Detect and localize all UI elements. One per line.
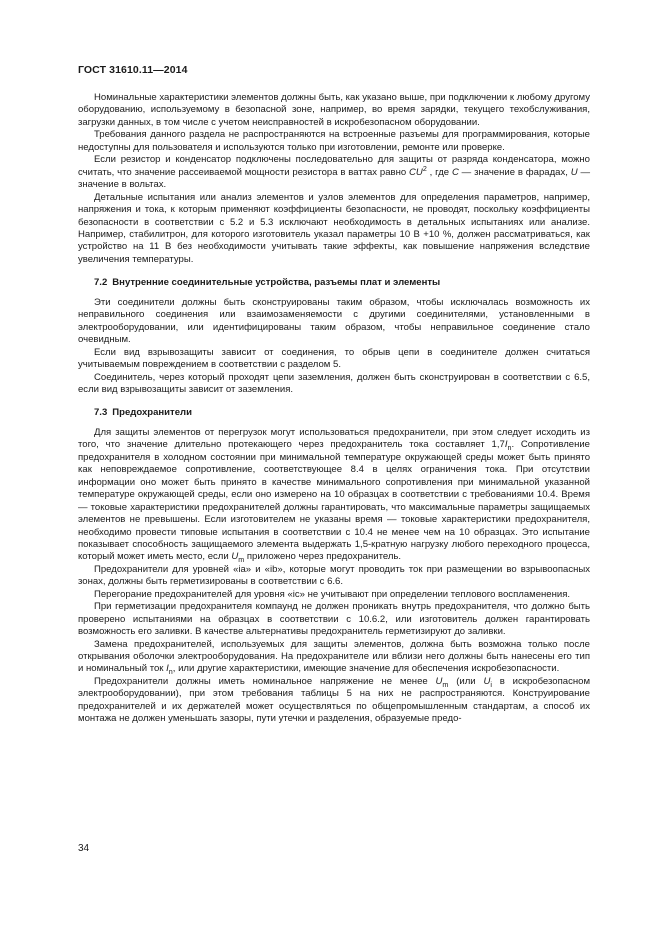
paragraph: Номинальные характеристики элементов должны быть, как указано выше, при подключении к любому другому оборудованию, используемому в безопасной зоне, например, во время зарядки, текущего техобслуживания, загрузки данных, в том числе с учетом неисправностей в искробезопасном оборудовании. [78, 92, 590, 128]
section-title: Внутренние соединительные устройства, разъемы плат и элементы [112, 277, 441, 289]
text-run: Замена предохранителей, используемых для защиты элементов, должна быть возможна только после открывания оболочки электрооборудования. На предохранителе или вблизи него должны быть нанесены его тип и номинальный ток [78, 638, 590, 675]
paragraph: Соединитель, через который проходят цепи заземления, должен быть сконструирован в соответствии с 6.5, если вид взрывозащиты зависит от заземления. [78, 371, 590, 395]
paragraph: Перегорание предохранителей для уровня «ic» не учитывают при определении теплового воспламенения. [94, 588, 571, 600]
page-number: 34 [78, 843, 90, 854]
text-run: в искробезопасном электрооборудовании), при этом требования таблицы 5 на них не распространяются. Конструирование предохранителей и их держателей может осуществляться по общепромышленным стандартам, а способ их монтажа не должен уменьшать зазоры, пути утечки и разделения, образуемые предо- [78, 675, 591, 725]
symbol: U [435, 675, 443, 687]
section-heading-7-3 [94, 407, 590, 419]
section-number: 7.3 [94, 407, 108, 419]
section-title: Предохранители [112, 407, 192, 419]
text-run: — значение в фарадах, [458, 166, 571, 178]
symbol-subscript: i [490, 680, 492, 689]
formula-exponent: 2 [422, 164, 427, 173]
paragraph: При герметизации предохранителя компаунд не должен проникать внутрь предохранителя, что должно быть проверено испытаниями на образцах в соответствии с 10.6.2, или изготовитель должен гарантировать возможность его заливки. В качестве альтернативы предохранитель герметизируют до заливки. [78, 601, 590, 638]
symbol: C [451, 166, 459, 178]
symbol-subscript: m [442, 680, 449, 689]
symbol: U [570, 166, 578, 178]
formula: CU [409, 166, 423, 178]
paragraph: Предохранители для уровней «ia» и «ib», которые могут проводить ток при размещении во взрывоопасных зонах, должны быть герметизированы в соответствии с 6.6. [78, 563, 590, 588]
text-run: . Сопротивление предохранителя в холодном состоянии при минимальной температуре окружающей среды может быть принято как неповреждаемое сопротивление, соответствующее 8.4 в целях ограничения тока. При отсутствии информации оно может быть принято в качестве минимального сопротивления при минимальной указанной температуре окружающей среды, если оно измерено на 10 образцах в соответствии с требованиями 10.4. Время — токовые характеристики предохранителей должны гарантировать, что максимальные параметры защищаемых элементов не превышены. Если изготовителем не указаны время — токовые характеристики предохранителя, необходимо провести типовые испытания в соответствии с 10.4 не менее чем на 10 образцах. Это испытание показывает способность защищаемого элемента выдержать 1,5-кратную нагрузку любого переходного процесса, который может иметь место, если [78, 439, 590, 563]
paragraph: Эти соединители должны быть сконструированы таким образом, чтобы исключалась возможность их неправильного соединения или взаимозаменяемости с другими соединителями, установленными в электрооборудовании, или идентифицированы таким образом, чтобы неправильное соединение стало очевидным. [78, 296, 590, 346]
symbol: U [231, 551, 239, 563]
paragraph [78, 676, 590, 726]
paragraph [78, 639, 590, 676]
text-run: Если резистор и конденсатор подключены последовательно для защиты от разряда конденсатора, можно считать, что значение рассеиваемой мощности резистора в ваттах равно [78, 154, 590, 178]
symbol-subscript: n [507, 444, 512, 453]
text-run: приложено через предохранитель. [244, 551, 402, 563]
paragraph: Детальные испытания или анализ элементов и узлов элементов для определения параметров, например, напряжения и тока, к которым применяют коэффициенты безопасности, не проводят, поскольку коэффициенты безопасности в соответствии с 5.2 и 5.3 исключают необходимость в детальных испытаниях или анализе. Например, стабилитрон, для которого изготовитель указал параметры 10 В +10 %, должен рассматриваться, как устройство на 11 В без необходимости учитывать такие эффекты, как повышение напряжения вследствие увеличения температуры. [78, 191, 590, 265]
section-heading-7-2 [94, 277, 590, 289]
symbol-subscript: n [168, 668, 173, 677]
text-run: , или другие характеристики, имеющие значение для обеспечения искробезопасности. [172, 663, 560, 675]
text-run: Предохранители должны иметь номинальное напряжение не менее [94, 675, 436, 687]
symbol-subscript: m [238, 556, 245, 565]
paragraph [78, 154, 590, 191]
paragraph [78, 427, 590, 564]
paragraph: Если вид взрывозащиты зависит от соединения, то обрыв цепи в соединителе должен считаться учитываемым повреждением в соответствии с разделом 5. [78, 346, 590, 371]
text-run: — значение в вольтах. [78, 166, 591, 191]
symbol: U [483, 675, 491, 687]
document-header: ГОСТ 31610.11—2014 [78, 64, 188, 76]
text-run: (или [448, 675, 484, 687]
page-body [78, 92, 590, 726]
section-number: 7.2 [94, 277, 108, 289]
symbol: I [166, 663, 169, 675]
paragraph: Требования данного раздела не распространяются на встроенные разъемы для программирования, которые недоступны для пользователя и используются только при изготовлении, ремонте или проверке. [78, 129, 590, 153]
text-run: Для защиты элементов от перегрузок могут использоваться предохранители, при этом следует исходить из того, что значение длительно протекающего через предохранитель тока составляет 1,7 [78, 426, 590, 451]
symbol: I [504, 439, 508, 451]
text-run: , где [426, 166, 452, 178]
